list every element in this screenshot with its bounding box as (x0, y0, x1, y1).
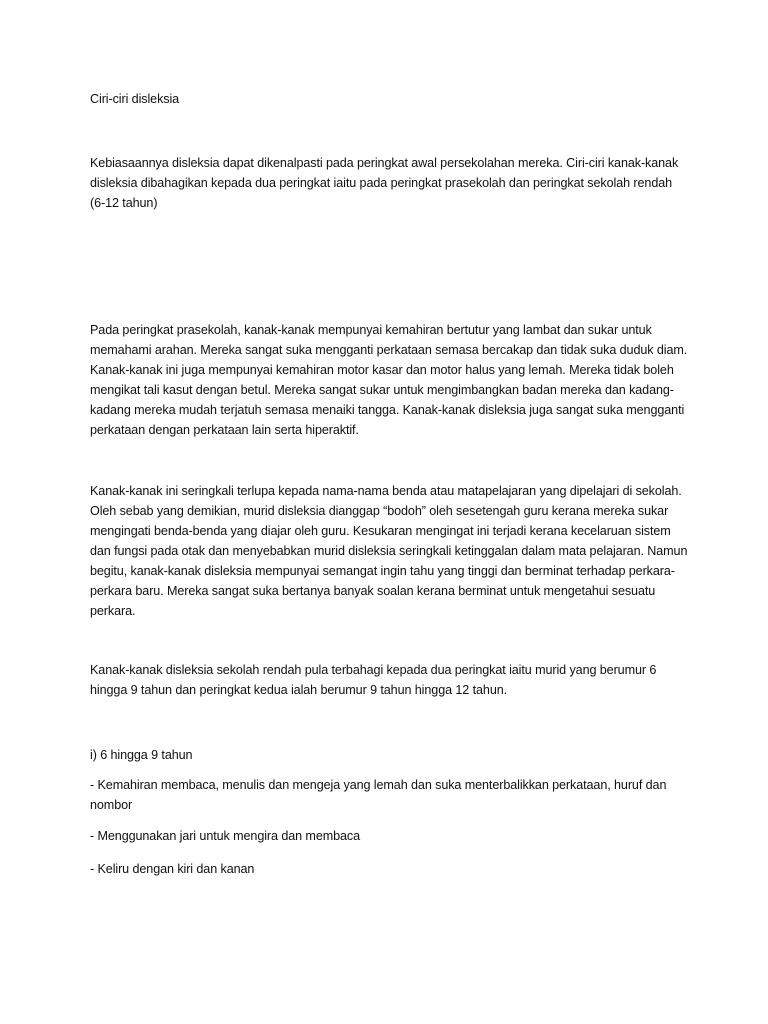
document-title (90, 89, 690, 109)
subheading-6-9 (90, 745, 690, 765)
list-item-text: - Menggunakan jari untuk mengira dan membaca (90, 829, 361, 843)
subheading-text: i) 6 hingga 9 tahun (90, 748, 193, 762)
paragraph-text: Kebiasaannya disleksia dapat dikenalpasti pada peringkat awal persekolahan mereka. Ciri-ciri kanak-kanak disleksia dibahagikan kepada dua peringkat iaitu pada peringkat prasekolah dan peringkat sekolah rendah (6-12 tahun) (90, 156, 679, 210)
list-item (90, 859, 690, 879)
paragraph-preschool (90, 320, 690, 440)
paragraph-text: Kanak-kanak ini seringkali terlupa kepada nama-nama benda atau matapelajaran yang dipelajari di sekolah. Oleh sebab yang demikian, murid disleksia dianggap “bodoh” oleh sesetengah guru kerana mereka sukar mengingati benda-benda yang diajar oleh guru. Kesukaran mengingat ini terjadi kerana kecelaruan sistem dan fungsi pada otak dan menyebabkan murid disleksia seringkali ketinggalan dalam mata pelajaran. Namun begitu, kanak-kanak disleksia mempunyai semangat ingin tahu yang tinggi dan berminat terhadap perkara-perkara baru. Mereka sangat suka bertanya banyak soalan kerana berminat untuk mengetahui sesuatu perkara. (90, 484, 688, 618)
title-text: Ciri-ciri disleksia (90, 92, 180, 106)
paragraph-intro (90, 153, 690, 213)
paragraph-text: Kanak-kanak disleksia sekolah rendah pula terbahagi kepada dua peringkat iaitu murid yang berumur 6 hingga 9 tahun dan peringkat kedua ialah berumur 9 tahun hingga 12 tahun. (90, 663, 657, 697)
list-item-text: - Kemahiran membaca, menulis dan mengeja yang lemah dan suka menterbalikkan perkataan, huruf dan nombor (90, 778, 667, 812)
list-item (90, 775, 690, 815)
paragraph-memory (90, 481, 690, 621)
paragraph-primary-school (90, 660, 690, 700)
paragraph-text: Pada peringkat prasekolah, kanak-kanak mempunyai kemahiran bertutur yang lambat dan sukar untuk memahami arahan. Mereka sangat suka mengganti perkataan semasa bercakap dan tidak suka duduk diam. Kanak-kanak ini juga mempunyai kemahiran motor kasar dan motor halus yang lemah. Mereka tidak boleh mengikat tali kasut dengan betul. Mereka sangat sukar untuk mengimbangkan badan mereka dan kadang-kadang mereka mudah terjatuh semasa menaiki tangga. Kanak-kanak disleksia juga sangat suka mengganti perkataan dengan perkataan lain serta hiperaktif. (90, 323, 688, 437)
list-item (90, 826, 690, 846)
list-item-text: - Keliru dengan kiri dan kanan (90, 862, 255, 876)
